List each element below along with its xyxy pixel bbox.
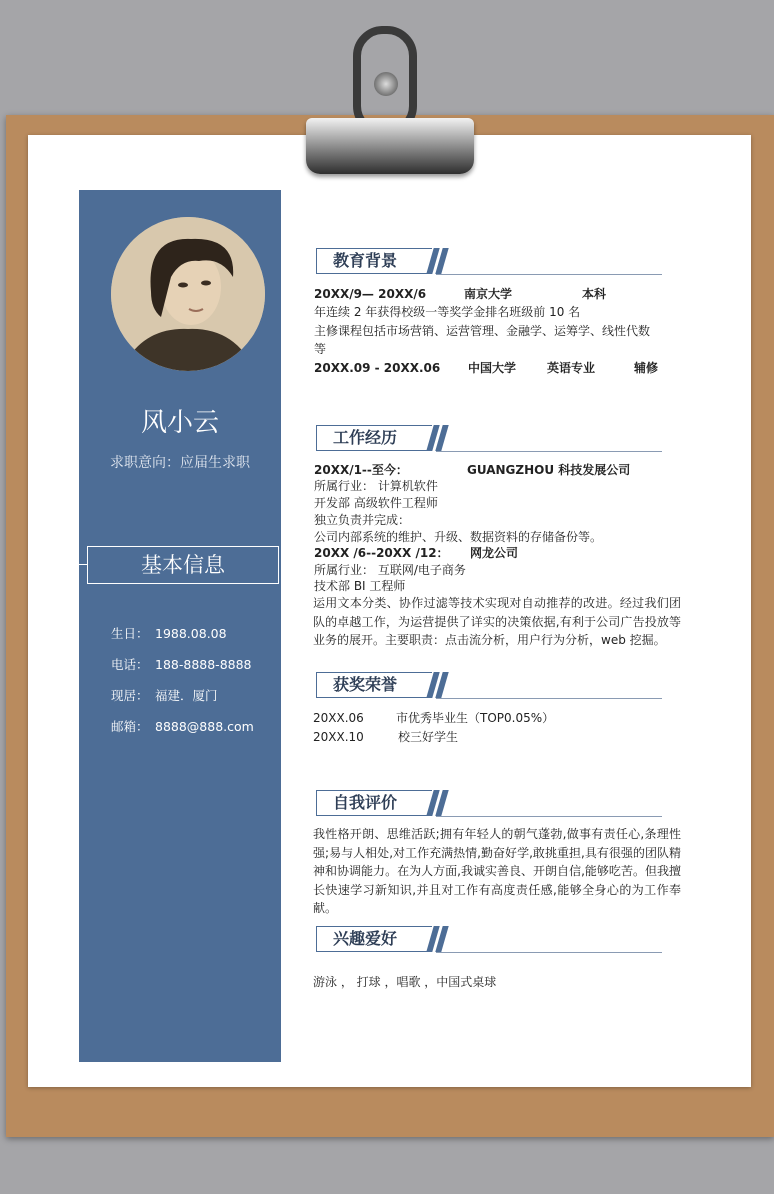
job1-company: GUANGZHOU 科技发展公司	[467, 463, 631, 477]
self-eval-text: 我性格开朗、思维活跃;拥有年轻人的朝气蓬勃,做事有责任心,条理性强;易与人相处,对工作充满热情,勤奋好学,敢挑重担,具有很强的团队精神和协调能力。在为人方面,我诚实善良、开朗自信,能够吃苦。但我擅长快速学习新知识,并且对工作有高度责任感,能够全身心的为工作奉献。	[313, 827, 681, 915]
job1-period: 20XX/1--至今：	[314, 463, 408, 477]
section-title: 教育背景	[316, 248, 432, 274]
info-phone: 电话： 188-8888-8888	[111, 657, 252, 672]
edu-line: 等	[314, 342, 327, 356]
job1-duty: 公司内部系统的维护、升级、数据资料的存储备份等。	[314, 530, 603, 544]
award-date: 20XX.10	[313, 730, 364, 744]
avatar	[111, 217, 265, 371]
basic-info-title: 基本信息	[87, 546, 279, 584]
award-text: 市优秀毕业生（TOP0.05%）	[396, 711, 555, 725]
clip-icon	[306, 118, 474, 174]
job2-position: 技术部 BI 工程师	[314, 579, 406, 593]
info-birthday: 生日： 1988.08.08	[111, 626, 227, 641]
job1-duty-label: 独立负责并完成：	[314, 513, 411, 527]
info-residence: 现居： 福建．厦门	[111, 688, 218, 703]
section-title: 兴趣爱好	[316, 926, 432, 952]
edu-degree-1: 本科	[582, 287, 607, 301]
clip-bolt	[374, 72, 398, 96]
job1-industry: 所属行业： 计算机软件	[314, 479, 438, 493]
section-title: 获奖荣誉	[316, 672, 432, 698]
section-education	[316, 248, 662, 276]
award-text: 校三好学生	[398, 730, 459, 744]
job2-duty: 运用文本分类、协作过滤等技术实现对自动推荐的改进。经过我们团队的卓越工作，为运营提供了详实的决策依据,有利于公司广告投放等业务的展开。主要职责：点击流分析，用户行为分析，web 挖掘。	[313, 596, 681, 647]
divider	[79, 564, 87, 565]
job-intent: 求职意向：应届生求职	[110, 455, 250, 471]
section-title: 自我评价	[316, 790, 432, 816]
edu-line: 年连续 2 年获得校级一等奖学金排名班级前 10 名	[314, 305, 581, 319]
edu-period-1: 20XX/9— 20XX/6	[314, 287, 427, 301]
edu-major-2: 英语专业	[547, 361, 596, 375]
hobbies-text: 游泳 ， 打球 ，唱歌 ，中国式桌球	[313, 975, 497, 989]
job2-industry: 所属行业： 互联网/电子商务	[314, 563, 466, 577]
portrait-icon	[111, 217, 265, 371]
info-email: 邮箱： 8888@888.com	[111, 719, 254, 734]
section-work	[316, 425, 662, 453]
job2-period: 20XX /6--20XX /12：	[314, 546, 449, 560]
section-awards	[316, 672, 662, 700]
section-self-eval	[316, 790, 662, 818]
edu-line: 主修课程包括市场营销、运营管理、金融学、运筹学、线性代数	[314, 324, 651, 338]
edu-school-2: 中国大学	[468, 361, 517, 375]
award-date: 20XX.06	[313, 711, 364, 725]
section-hobbies	[316, 926, 662, 954]
job1-position: 开发部 高级软件工程师	[314, 496, 438, 510]
job2-company: 网龙公司	[470, 546, 519, 560]
edu-degree-2: 辅修	[634, 361, 659, 375]
edu-period-2: 20XX.09 - 20XX.06	[314, 361, 441, 375]
section-title: 工作经历	[316, 425, 432, 451]
edu-school-1: 南京大学	[464, 287, 513, 301]
candidate-name: 风小云	[140, 408, 219, 438]
